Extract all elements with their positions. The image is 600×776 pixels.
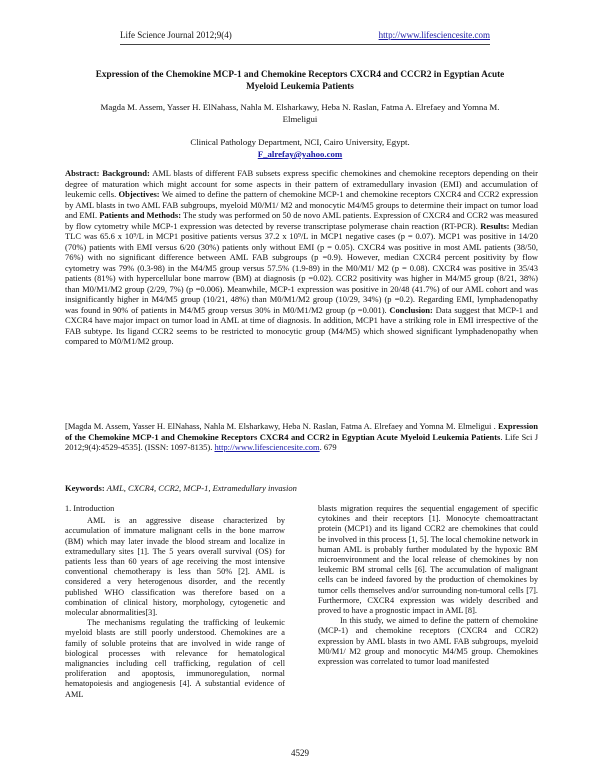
contact-email-link[interactable]: F_alrefay@yahoo.com (257, 149, 343, 159)
section-heading: 1. Introduction (65, 504, 115, 513)
keywords-label: Keywords: (65, 483, 105, 493)
header-divider (120, 44, 490, 45)
citation-authors: [Magda M. Assem, Yasser H. ElNahass, Nahla M. Elsharkawy, Heba N. Raslan, Fatma A. Elrefaey and Yomna M. Elmeligui . (65, 421, 496, 431)
body-column-right (318, 504, 538, 667)
intro-paragraph-4: In this study, we aimed to define the pattern of chemokine (MCP-1) and chemokine receptors (CXCR4 and CCR2) expression by AML blasts in two AML FAB subgroups, myeloid M0/M1/ M2 group and monocytic M4/M5 group. Chemokines expression was correlated to tumor load manifested (318, 616, 538, 667)
citation-journal: . Life Sci J 2012;9(4):4529-4535]. (ISSN: 1097-8135). (65, 431, 539, 452)
author-list: Magda M. Assem, Yasser H. ElNahass, Nahla M. Elsharkawy, Heba N. Raslan, Fatma A. Elrefaey and Yomna M. Elmeligui (100, 102, 500, 124)
body-column-left (65, 504, 285, 700)
paper-title: Expression of the Chemokine MCP-1 and Chemokine Receptors CXCR4 and CCCR2 in Egyptian Acute Myeloid Leukemia Patients (95, 69, 505, 91)
affiliation: Clinical Pathology Department, NCI, Cairo University, Egypt. (190, 137, 410, 147)
abstract-conclusion-label: Conclusion: (389, 304, 433, 315)
citation-suffix: . 679 (319, 442, 337, 452)
intro-paragraph-2: The mechanisms regulating the trafficking of leukemic myeloid blasts are still poorly understood. Chemokines are a family of soluble proteins that are involved in wide range of biological processes with relevance for hematological malignancies including cell trafficking, regulation of cell proliferation and apoptosis, immunoregulation, normal hematopoiesis and angiogenesis [4]. A substantial evidence of AML (65, 618, 285, 699)
abstract-conclusion: Data suggest that MCP-1 and CXCR4 have major impact on tumor load in AML at time of diagnosis. In addition, MCP1 have a striking role in EMI irrespective of the FAB subtype. Its ligand CCR2 seems to be restricted to monocytic group (M4/M5) which showed significant lymphadenopathy when compared to M0/M1/M2 group. (65, 304, 539, 346)
journal-name: Life Science Journal 2012;9(4) (120, 30, 232, 40)
intro-paragraph-3: blasts migration requires the sequential engagement of specific cytokines and their receptors [1]. Monocyte chemoattractant protein (MCP1) and its ligand CCR2 are chemokines that could be involved in this process [1, 5]. The local chemokine network in human AML is probably further modulated by the hypoxic BM microenvironment and the local release of chemokines by non leukemic BM stromal cells [6]. The accumulation of malignant cells can be indeed favored by the production of chemokines by tumor cells themselves and/or surrounding non-tumoral cells [7]. Furthermore, CXCR4 expression was widely described and proved to have a prognostic impact in AML [8]. (318, 504, 538, 616)
running-header (120, 30, 490, 40)
abstract-results-label: Results: (480, 220, 510, 231)
abstract-objectives: We aimed to define the pattern of chemokine MCP-1 and chemokine receptors CXCR4 and CCR2 expression by AML blasts in two AML FAB subgroups, myeloid M0/M1/ M2 and monocytic M4/M5 groups to determine their impact on tumor load and EMI. (65, 189, 538, 220)
abstract-results: Median TLC was 65.6 x 10⁹/L in MCP1 positive patients versus 37.2 x 10⁹/L in MCP1 negative cases (p = 0.07). MCP1 was positive in 14/20 (70%) patients with EMI versus 6/20 (30%) patients only without EMI (p = 0.05). CXCR4 was positive in most AML patients (38/50, 76%) with no significant difference between AML FAB subgroups (p =0.9). However, median CXCR4 percent positivity by flow cytometry was 79% (0.3-98) in the M4/M5 group versus 57.5% (1.9-89) in the M0/M1/ M2 (p = 0.08). CXCR4 was positive in 35/43 patients (81%) with hypercellular bone marrow (BM) at diagnosis (p =0.02). CCR2 positivity was higher in M4/M5 group (8/21, 38%) than M0/M1/M2 group (2/29, 7%) (p =0.006). Meanwhile, MCP-1 expression was positive in 20/48 (41.7%) of our AML cohort and was insignificantly higher in M4/M5 group (10/21, 48%) than M0/M1/M2 group (10/29, 34%) (p =0.2). Regarding EMI, lymphadenopathy was found in 90% of patients in M4/M5 group versus 30% in M0/M1/M2 group (p =0.001). (65, 220, 538, 315)
page-number: 4529 (291, 748, 309, 758)
keywords-text: AML, CXCR4, CCR2, MCP-1, Extramedullary invasion (106, 483, 297, 493)
citation-url-link[interactable]: http://www.lifesciencesite.com (214, 442, 320, 452)
affiliation-block (120, 136, 480, 160)
abstract-objectives-label: Objectives: (118, 189, 160, 199)
citation-title: Expression of the Chemokine MCP-1 and Chemokine Receptors CXCR4 and CCR2 in Egyptian Acute Myeloid Leukemia Patients (65, 421, 538, 442)
abstract-background-label: Abstract: Background: (65, 168, 150, 178)
abstract (65, 168, 538, 347)
abstract-methods: The study was performed on 50 de novo AML patients. Expression of CXCR4 and CCR2 was measured by flow cytometry while MCP-1 expression was detected by reverse transcriptase polymerase chain reaction (RT-PCR). (65, 210, 538, 231)
journal-url-link[interactable]: http://www.lifesciencesite.com (378, 30, 490, 40)
citation-block (65, 421, 538, 453)
keywords (65, 483, 538, 494)
intro-paragraph-1: AML is an aggressive disease characterized by accumulation of immature malignant cells in the bone marrow (BM) which may later invade the blood stream and localize in extramedullary sites [1]. The 5 years overall survival (OS) for patients less than 60 years of age receiving the most intensive conventional chemotherapy is less than 50% [2]. AML is considered a very heterogenous disorder, and the recently published WHO classification was therefore based on a combination of clinical history, morphology, cytogenetic and molecular abnormalities[3]. (65, 516, 285, 618)
abstract-methods-label: Patients and Methods: (99, 210, 182, 220)
abstract-background: AML blasts of different FAB subsets express specific chemokines and chemokine receptors depending on their degree of maturation which might account for some aspects in their pattern of extramedullary invasion (EMI) and accumulation of leukemic cells. (65, 168, 539, 199)
